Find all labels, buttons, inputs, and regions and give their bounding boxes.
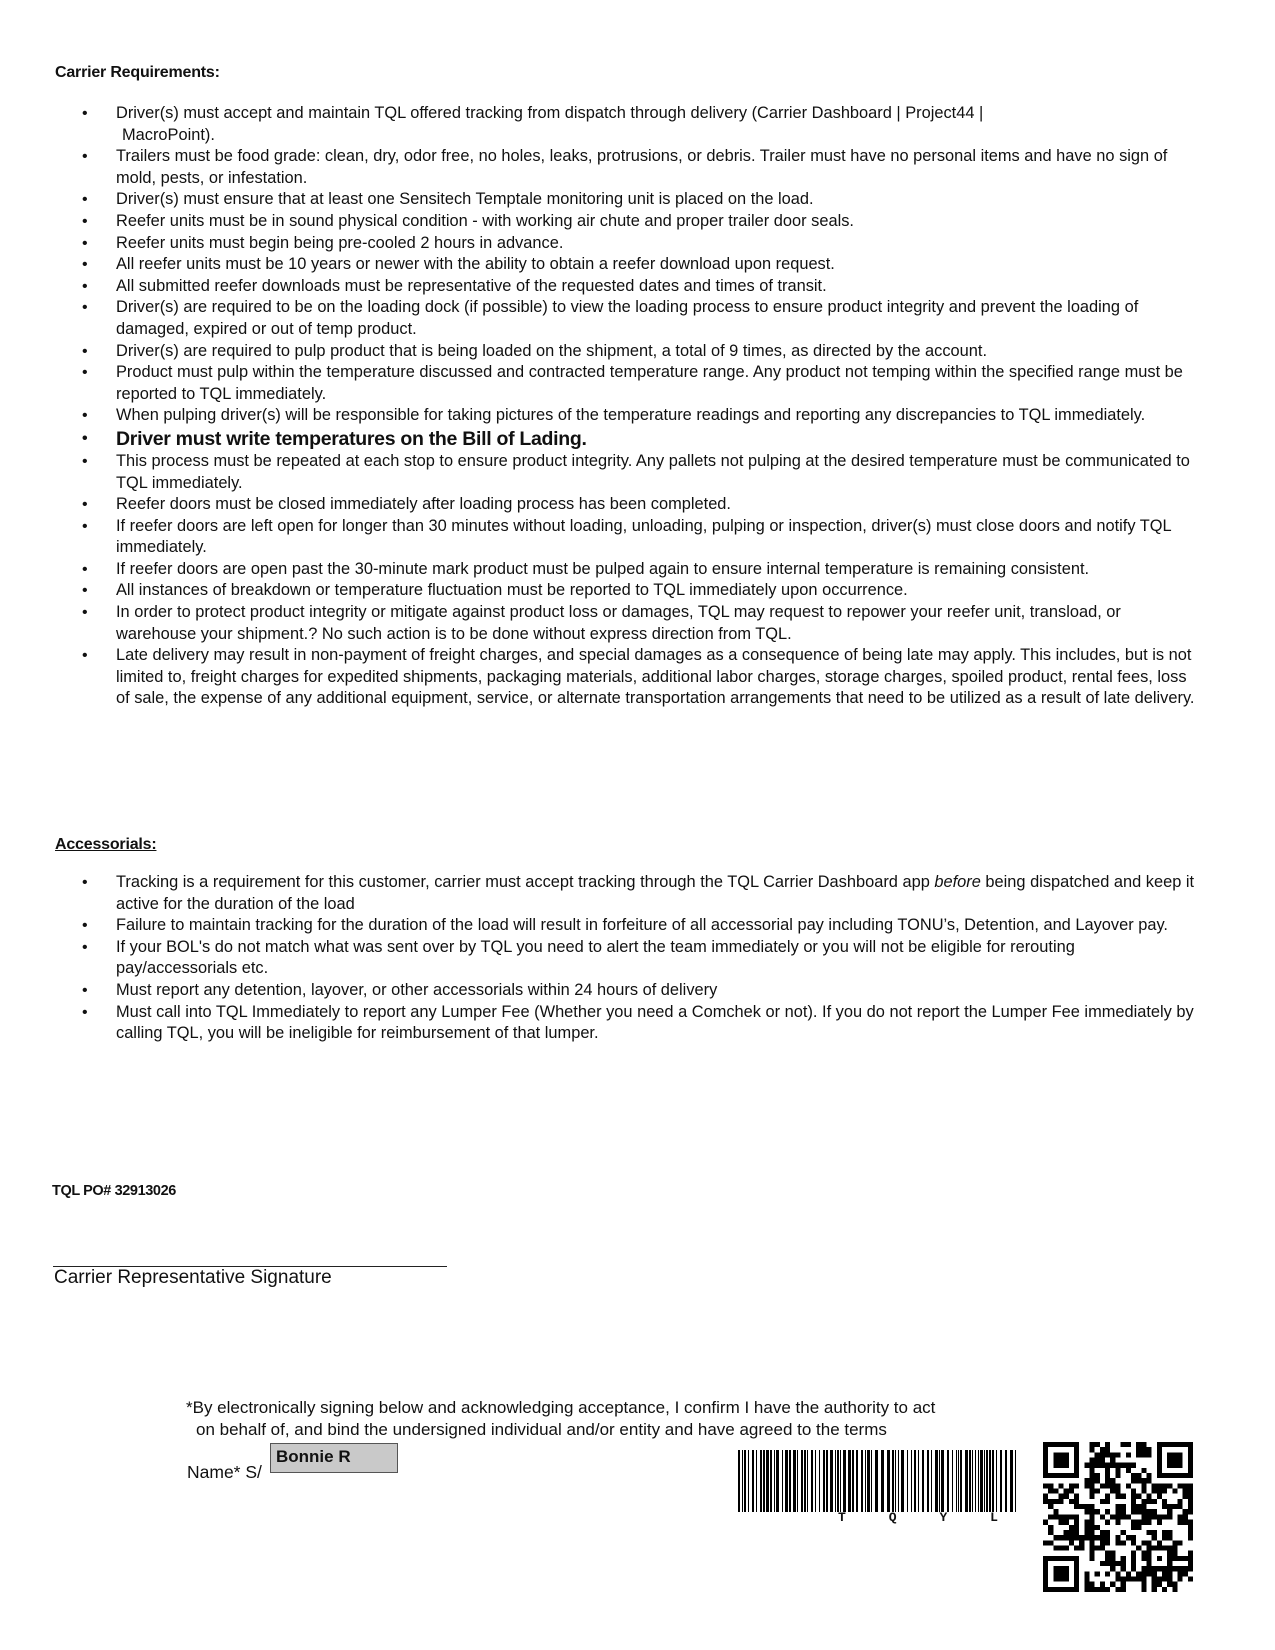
barcode-text [838,1510,998,1525]
requirement-item: • Reefer units must begin being pre-cooled 2 hours in advance. [0,233,1275,255]
ack-line-2: on behalf of, and bind the undersigned individual and/or entity and have agreed to the terms [196,1420,887,1439]
po-number: TQL PO# 32913026 [52,1183,176,1199]
requirement-item: • Trailers must be food grade: clean, dry, odor free, no holes, leaks, protrusions, or debris. Trailer must have no personal items and have no sign of mold, pests, or infestation. [0,146,1275,189]
accessorial-item: • Must call into TQL Immediately to report any Lumper Fee (Whether you need a Comchek or not). If you do not report the Lumper Fee immediately by calling TQL, you will be ineligible for reimbursement of that lumper. [0,1002,1275,1045]
ack-line-1: *By electronically signing below and acknowledging acceptance, I confirm I have the authority to act [186,1398,936,1417]
requirement-item-emphasis: • Driver must write temperatures on the Bill of Lading. [0,427,1275,451]
carrier-requirements-list [0,103,1275,710]
accessorial-item: • Must report any detention, layover, or other accessorials within 24 hours of delivery [0,980,1275,1002]
requirement-item: • Product must pulp within the temperature discussed and contracted temperature range. Any product not temping within the specified range must be reported to TQL immediately. [0,362,1275,405]
requirement-item: • All submitted reefer downloads must be representative of the requested dates and times of transit. [0,276,1275,298]
accessorials-heading: Accessorials: [55,836,157,853]
requirement-item: • All instances of breakdown or temperature fluctuation must be reported to TQL immediately upon occurrence. [0,580,1275,602]
accessorial-item: • Failure to maintain tracking for the duration of the load will result in forfeiture of all accessorial pay including TONU’s, Detention, and Layover pay. [0,915,1275,937]
accessorial-item: • Tracking is a requirement for this customer, carrier must accept tracking through the TQL Carrier Dashboard app before being dispatched and keep it active for the duration of the load [0,872,1275,915]
name-signature-field[interactable]: Bonnie R [270,1443,398,1473]
requirement-item: • All reefer units must be 10 years or newer with the ability to obtain a reefer download upon request. [0,254,1275,276]
accessorial-item: • If your BOL's do not match what was sent over by TQL you need to alert the team immediately or you will not be eligible for rerouting pay/accessorials etc. [0,937,1275,980]
accessorials-list [0,872,1275,1045]
requirement-item: • Reefer doors must be closed immediately after loading process has been completed. [0,494,1275,516]
carrier-requirements-heading: Carrier Requirements: [55,64,220,81]
qr-code [1043,1442,1193,1592]
requirement-item: • Driver(s) are required to pulp product that is being loaded on the shipment, a total of 9 times, as directed by the account. [0,341,1275,363]
requirement-item: • This process must be repeated at each stop to ensure product integrity. Any pallets not pulping at the desired temperature must be communicated to TQL immediately. [0,451,1275,494]
requirement-item: • Driver(s) are required to be on the loading dock (if possible) to view the loading process to ensure product integrity and prevent the loading of damaged, expired or out of temp product. [0,297,1275,340]
requirement-item: • Driver(s) must ensure that at least one Sensitech Temptale monitoring unit is placed on the load. [0,189,1275,211]
name-label: Name* S/ [187,1462,262,1482]
barcode-char: Q [888,1510,897,1525]
barcode-char: L [990,1510,998,1525]
requirement-item: • In order to protect product integrity or mitigate against product loss or damages, TQL may request to repower your reefer unit, transload, or warehouse your shipment.? No such action is to be done without express direction from TQL. [0,602,1275,645]
signature-label: Carrier Representative Signature [54,1267,332,1288]
acknowledgement-text [186,1397,935,1441]
requirement-item: • Reefer units must be in sound physical condition - with working air chute and proper trailer door seals. [0,211,1275,233]
barcode-char: T [838,1510,846,1525]
requirement-item: • When pulping driver(s) will be responsible for taking pictures of the temperature readings and reporting any discrepancies to TQL immediately. [0,405,1275,427]
requirement-item: • Late delivery may result in non-payment of freight charges, and special damages as a consequence of being late may apply. This includes, but is not limited to, freight charges for expedited shipments, packaging materials, additional labor charges, storage charges, spoiled product, rental fees, loss of sale, the expense of any additional equipment, service, or alternate transportation arrangements that need to be utilized as a result of late delivery. [0,645,1275,710]
requirement-item: • Driver(s) must accept and maintain TQL offered tracking from dispatch through delivery (Carrier Dashboard | Project44 | MacroPoint). [0,103,1275,146]
requirement-item: • If reefer doors are left open for longer than 30 minutes without loading, unloading, pulping or inspection, driver(s) must close doors and notify TQL immediately. [0,516,1275,559]
barcode-char: Y [939,1510,948,1525]
barcode [738,1450,1020,1512]
requirement-item: • If reefer doors are open past the 30-minute mark product must be pulped again to ensure internal temperature is remaining consistent. [0,559,1275,581]
